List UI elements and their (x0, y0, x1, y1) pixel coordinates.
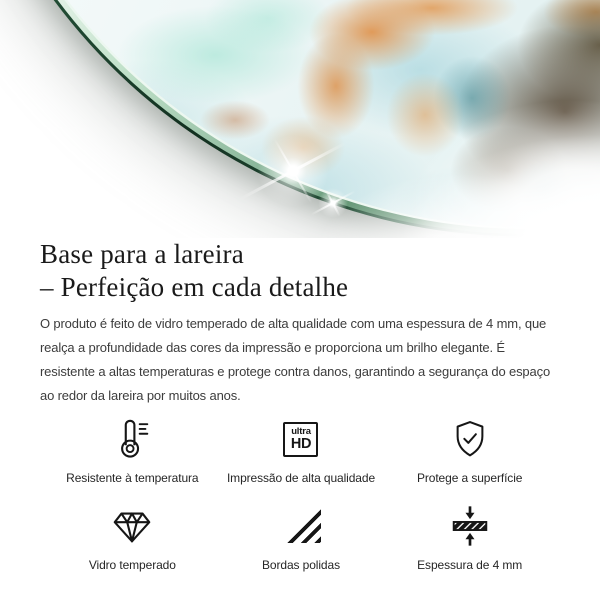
feature-thickness (385, 503, 554, 572)
thermometer-icon (109, 416, 155, 462)
page-title (40, 238, 562, 304)
feature-surface-protection (385, 416, 554, 485)
feature-polished-edges (217, 503, 386, 572)
ultra-hd-badge-bottom: HD (290, 435, 312, 452)
feature-tempered-glass (48, 503, 217, 572)
title-line-2: – Perfeição em cada detalhe (40, 272, 349, 302)
compress-thickness-icon (447, 503, 493, 549)
product-description-text: O produto é feito de vidro temperado de alta qualidade com uma espessura de 4 mm, que realça a profundidade das cores da impressão e proporciona um brilho elegante. É resistente a altas temperaturas e protege contra danos, garantindo a segurança do espaço ao redor da lareira por muitos anos. (40, 316, 551, 403)
feature-label: Impressão de alta qualidade (226, 471, 376, 485)
polished-edges-icon (281, 503, 321, 549)
feature-label: Protege a superfície (416, 471, 523, 485)
feature-label: Bordas polidas (262, 558, 340, 572)
feature-label: Resistente à temperatura (66, 471, 199, 485)
features-grid (48, 416, 554, 572)
title-line-1: Base para a lareira (40, 239, 244, 269)
ultra-hd-badge-top: ultra (291, 425, 311, 437)
product-description-section (0, 238, 600, 572)
ultra-hd-icon (283, 416, 318, 462)
diamond-icon (109, 503, 155, 549)
product-photo (0, 0, 600, 238)
feature-label: Vidro temperado (88, 558, 176, 572)
feature-temperature-resistant (48, 416, 217, 485)
feature-label: Espessura de 4 mm (417, 558, 523, 572)
shield-check-icon (448, 416, 492, 462)
feature-print-quality (217, 416, 386, 485)
